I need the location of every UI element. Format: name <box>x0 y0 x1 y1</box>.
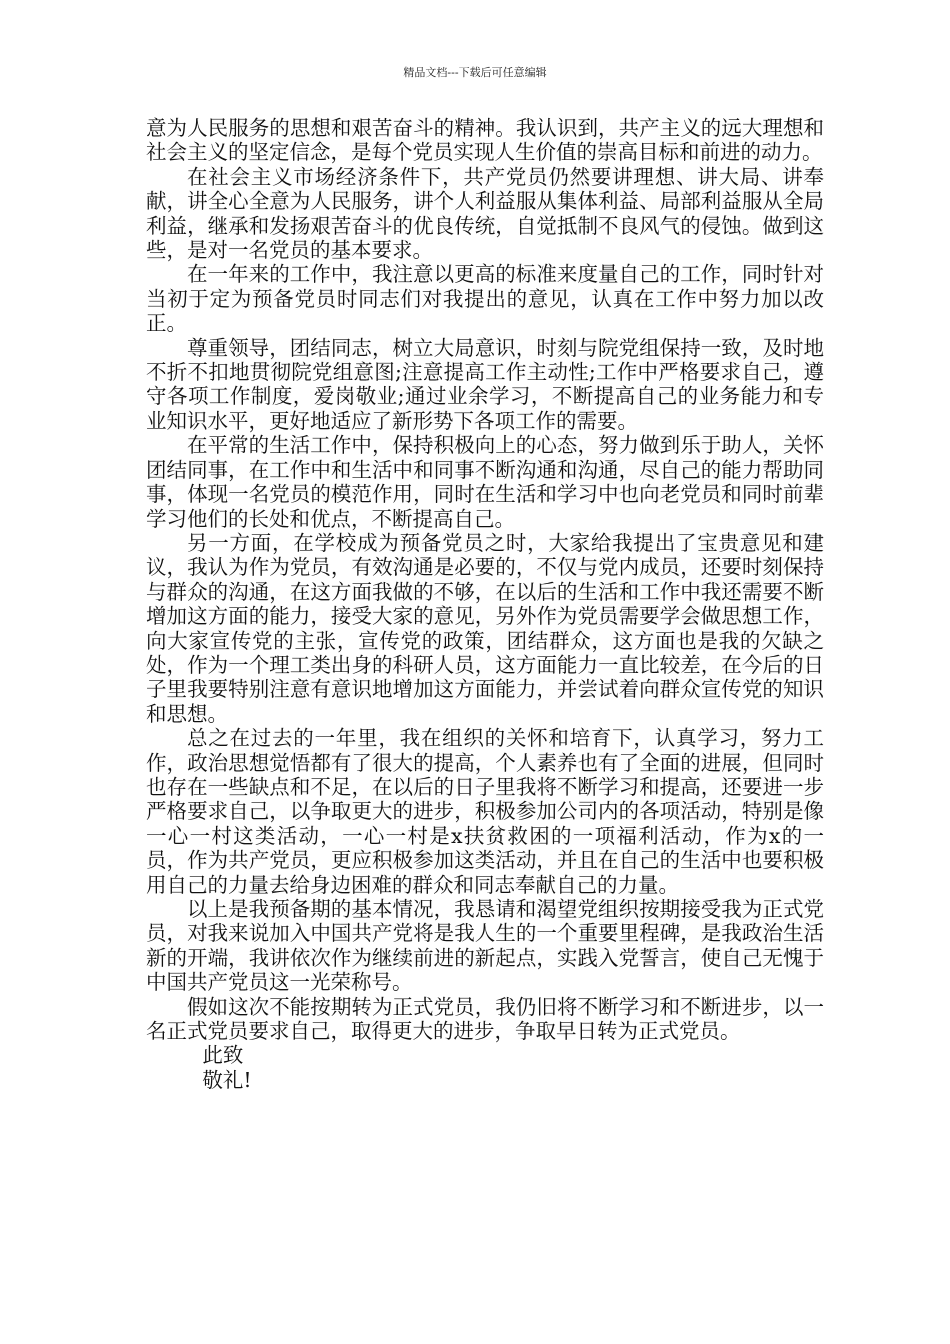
page-header: 精品文档---下载后可任意编辑 <box>403 66 547 79</box>
paragraph: 尊重领导，团结同志，树立大局意识，时刻与院党组保持一致，及时地不折不扣地贯彻院党组意图;注意提高工作主动性;工作中严格要求自己，遵守各项工作制度，爱岗敬业;通过业余学习，不断提高自己的业务能力和专业知识水平，更好地适应了新形势下各项工作的需要。 <box>146 335 824 433</box>
closing-salutation: 此致 <box>202 1043 244 1068</box>
paragraph: 假如这次不能按期转为正式党员，我仍旧将不断学习和不断进步，以一名正式党员要求自己，取得更大的进步，争取早日转为正式党员。 <box>146 994 824 1044</box>
closing-regards: 敬礼! <box>202 1067 252 1092</box>
paragraph-continued: 意为人民服务的思想和艰苦奋斗的精神。我认识到，共产主义的远大理想和社会主义的坚定信念，是每个党员实现人生价值的崇高目标和前进的动力。 <box>146 116 824 165</box>
letter-body <box>146 116 824 1092</box>
paragraph: 在社会主义市场经济条件下，共产党员仍然要讲理想、讲大局、讲奉献，讲全心全意为人民服务，讲个人利益服从集体利益、局部利益服从全局利益，继承和发扬艰苦奋斗的优良传统，自觉抵制不良风气的侵蚀。做到这些，是对一名党员的基本要求。 <box>146 164 824 263</box>
paragraph: 总之在过去的一年里，我在组织的关怀和培育下，认真学习，努力工作，政治思想觉悟都有了很大的提高，个人素养也有了全面的进展，但同时也存在一些缺点和不足，在以后的日子里我将不断学习和提高，还要进一步严格要求自己，以争取更大的进步，积极参加公司内的各项活动，特别是像一心一村这类活动，一心一村是x扶贫救困的一项福利活动，作为x的一员，作为共产党员，更应积极参加这类活动，并且在自己的生活中也要积极用自己的力量去给身边困难的群众和同志奉献自己的力量。 <box>146 726 824 897</box>
paragraph: 在一年来的工作中，我注意以更高的标准来度量自己的工作，同时针对当初于定为预备党员时同志们对我提出的意见，认真在工作中努力加以改正。 <box>146 262 824 336</box>
paragraph: 以上是我预备期的基本情况，我恳请和渴望党组织按期接受我为正式党员，对我来说加入中国共产党将是我人生的一个重要里程碑，是我政治生活新的开端，我讲依次作为继续前进的新起点，实践入党誓言，使自己无愧于中国共产党员这一光荣称号。 <box>146 897 824 995</box>
paragraph: 在平常的生活工作中，保持积极向上的心态，努力做到乐于助人，关怀团结同事，在工作中和生活中和同事不断沟通和沟通，尽自己的能力帮助同事，体现一名党员的模范作用，同时在生活和学习中也向老党员和同时前辈学习他们的长处和优点，不断提高自己。 <box>146 433 824 531</box>
paragraph: 另一方面，在学校成为预备党员之时，大家给我提出了宝贵意见和建议，我认为作为党员，有效沟通是必要的，不仅与党内成员，还要时刻保持与群众的沟通，在这方面我做的不够，在以后的生活和工作中我还需要不断增加这方面的能力，接受大家的意见，另外作为党员需要学会做思想工作，向大家宣传党的主张，宣传党的政策，团结群众，这方面也是我的欠缺之处，作为一个理工类出身的科研人员，这方面能力一直比较差，在今后的日子里我要特别注意有意识地增加这方面能力，并尝试着向群众宣传党的知识和思想。 <box>146 530 824 726</box>
